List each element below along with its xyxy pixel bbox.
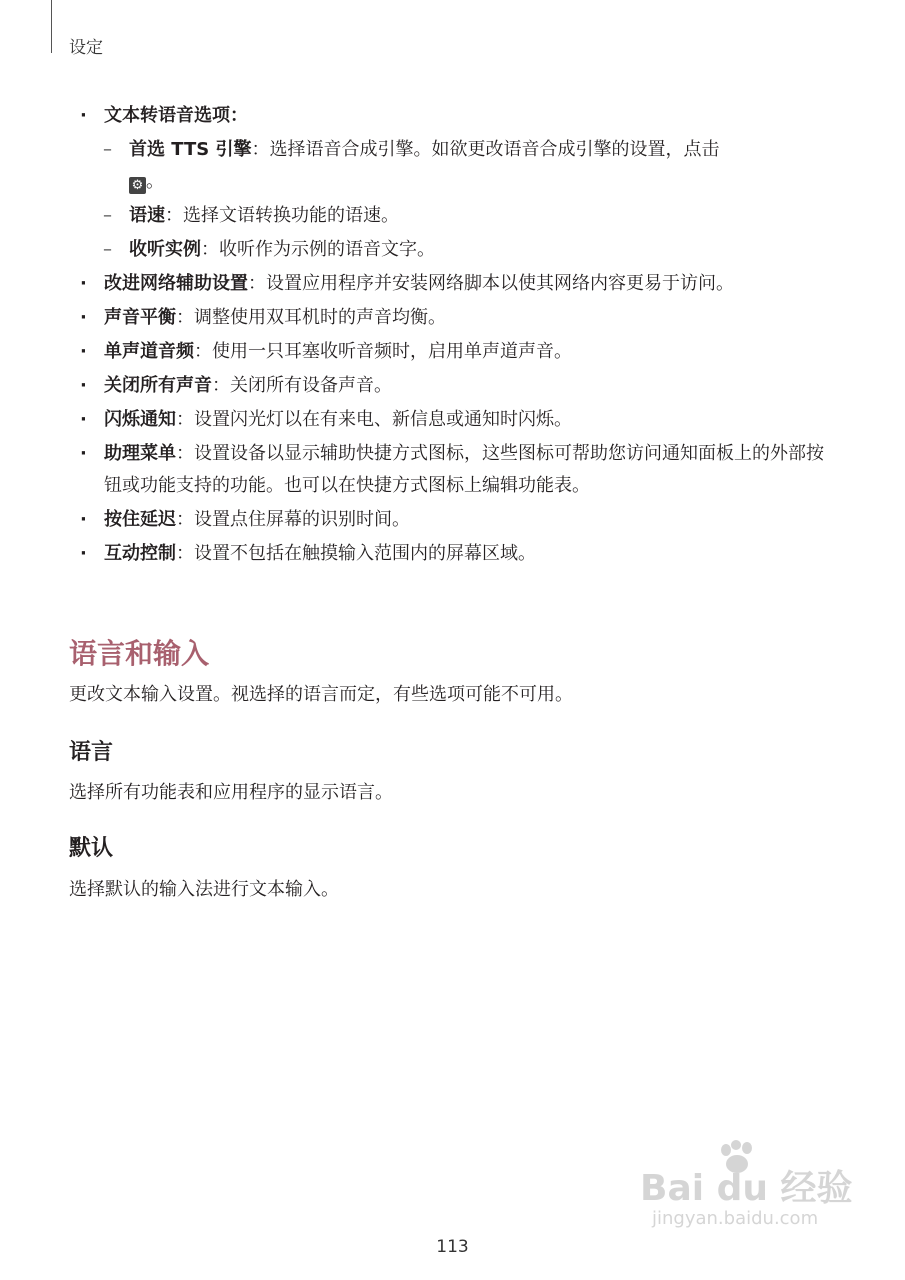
watermark-url: jingyan.baidu.com — [652, 1208, 819, 1229]
bullet: · — [80, 543, 87, 564]
item-text: ：设置点住屏幕的识别时间。 — [176, 509, 410, 530]
watermark-logo: Bai du 经验 — [640, 1168, 853, 1209]
item-term: 首选 TTS 引擎 — [129, 139, 252, 160]
item-term: 关闭所有声音 — [104, 375, 212, 396]
page-number: 113 — [436, 1237, 469, 1257]
item-text: ：选择语音合成引擎。如欲更改语音合成引擎的设置，点击 — [251, 139, 720, 160]
list-item — [0, 302, 905, 334]
item-term: 互动控制 — [104, 543, 176, 564]
list-item — [0, 370, 905, 402]
sub-list-item — [0, 134, 905, 198]
list-item — [0, 504, 905, 536]
dash: – — [103, 139, 112, 160]
item-term: 文本转语音选项 — [104, 105, 230, 126]
item-term: 助理菜单 — [104, 443, 176, 464]
baidu-watermark — [640, 1140, 870, 1240]
item-text: ：调整使用双耳机时的声音均衡。 — [176, 307, 446, 328]
section-title: 语言和输入 — [69, 637, 210, 670]
sub-list-item — [0, 234, 905, 266]
bullet: · — [80, 105, 87, 126]
bullet: · — [80, 307, 87, 328]
list-item — [0, 100, 905, 132]
dash: – — [103, 239, 112, 260]
item-text: ：使用一只耳塞收听音频时，启用单声道声音。 — [194, 341, 572, 362]
subsection-title-language: 语言 — [69, 740, 114, 765]
list-item — [0, 268, 905, 300]
item-text: ：设置设备以显示辅助快捷方式图标，这些图标可帮助您访问通知面板上的外部按钮或功能支持的功能。也可以在快捷方式图标上编辑功能表。 — [104, 443, 824, 496]
subsection-description-default: 选择默认的输入法进行文本输入。 — [69, 879, 339, 900]
item-text: ： — [230, 105, 248, 126]
item-term: 单声道音频 — [104, 341, 194, 362]
list-item — [0, 336, 905, 368]
settings-list — [0, 100, 905, 572]
subsection-title-default: 默认 — [69, 836, 114, 861]
item-text: ：设置闪光灯以在有来电、新信息或通知时闪烁。 — [176, 409, 572, 430]
item-text-end: 。 — [146, 171, 164, 192]
item-term: 闪烁通知 — [104, 409, 176, 430]
item-text: ：设置应用程序并安装网络脚本以使其网络内容更易于访问。 — [248, 273, 734, 294]
list-item — [0, 404, 905, 436]
bullet: · — [80, 443, 87, 464]
list-item — [0, 538, 905, 570]
section-description: 更改文本输入设置。视选择的语言而定，有些选项可能不可用。 — [69, 684, 573, 705]
page-frame-line — [51, 0, 52, 53]
item-term: 改进网络辅助设置 — [104, 273, 248, 294]
header-title: 设定 — [69, 38, 103, 58]
bullet: · — [80, 341, 87, 362]
item-term: 按住延迟 — [104, 509, 176, 530]
item-term: 声音平衡 — [104, 307, 176, 328]
item-text: ：选择文语转换功能的语速。 — [165, 205, 399, 226]
subsection-description-language: 选择所有功能表和应用程序的显示语言。 — [69, 782, 393, 803]
settings-gear-icon: ⚙ — [129, 177, 146, 194]
sub-list-item — [0, 200, 905, 232]
item-term: 收听实例 — [129, 239, 201, 260]
bullet: · — [80, 509, 87, 530]
bullet: · — [80, 273, 87, 294]
item-term: 语速 — [129, 205, 165, 226]
bullet: · — [80, 375, 87, 396]
item-text: ：收听作为示例的语音文字。 — [201, 239, 435, 260]
list-item — [0, 438, 905, 502]
dash: – — [103, 205, 112, 226]
bullet: · — [80, 409, 87, 430]
item-text: ：关闭所有设备声音。 — [212, 375, 392, 396]
item-text: ：设置不包括在触摸输入范围内的屏幕区域。 — [176, 543, 536, 564]
